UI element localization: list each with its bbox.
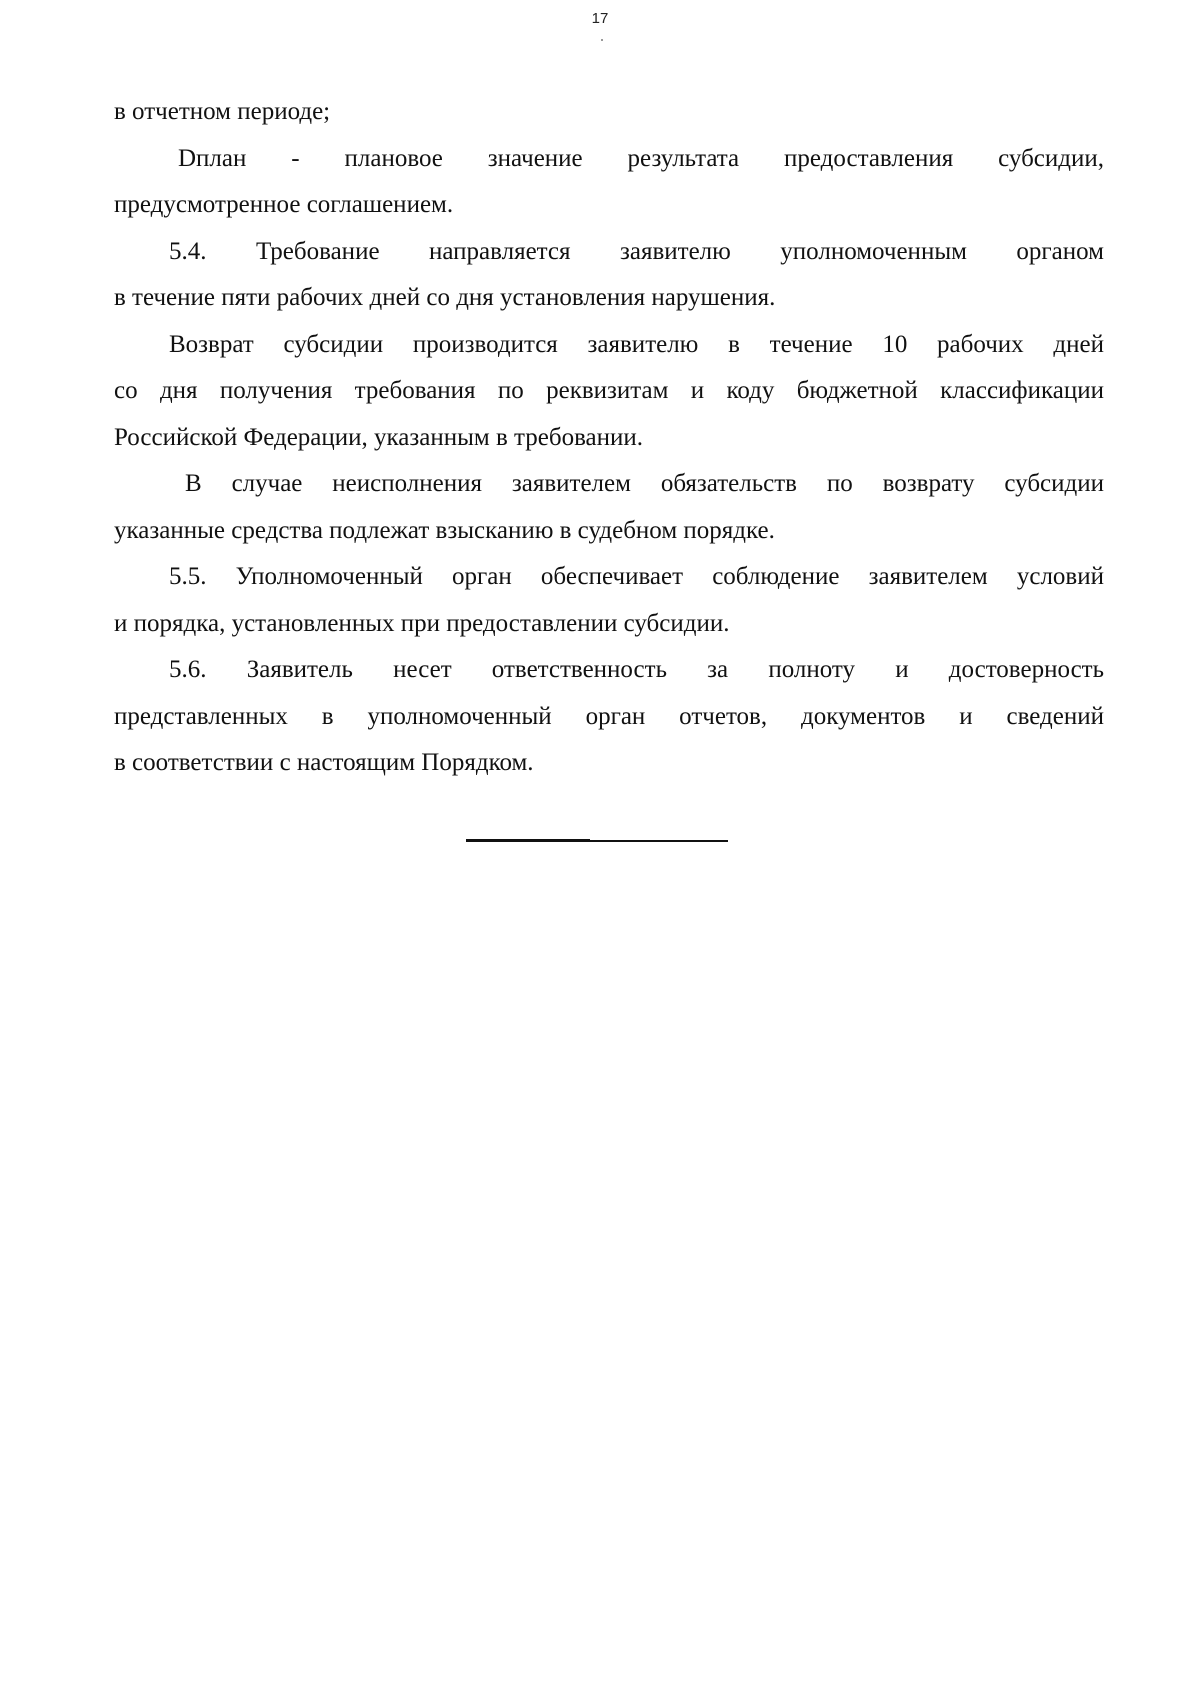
text-line: в соответствии с настоящим Порядком. <box>114 749 534 776</box>
text-line: Российской Федерации, указанным в требовании. <box>114 423 644 451</box>
text-line: 5.6. Заявитель несет ответственность за полноту и достоверность <box>169 656 1104 683</box>
scan-dot <box>601 39 603 41</box>
end-rule <box>466 840 728 842</box>
text-line: представленных в уполномоченный орган отчетов, документов и сведений <box>114 702 1104 730</box>
text-line: предусмотренное соглашением. <box>114 191 454 218</box>
text-line: Возврат субсидии производится заявителю в течение 10 рабочих дней <box>169 330 1104 358</box>
text-line: 5.4. Требование направляется заявителю уполномоченным органом <box>169 237 1104 265</box>
text-line: Dплан - плановое значение результата предоставления субсидии, <box>178 144 1104 172</box>
text-line: в течение пяти рабочих дней со дня установления нарушения. <box>114 284 776 311</box>
text-line: в отчетном периоде; <box>114 98 331 125</box>
text-line: со дня получения требования по реквизитам и коду бюджетной классификации <box>114 377 1104 404</box>
document-body <box>114 89 1104 787</box>
text-line: и порядка, установленных при предоставлении субсидии. <box>114 609 730 637</box>
text-line: 5.5. Уполномоченный орган обеспечивает соблюдение заявителем условий <box>169 563 1104 590</box>
text-line: В случае неисполнения заявителем обязательств по возврату субсидии <box>185 470 1104 497</box>
page-number: 17 <box>591 10 609 27</box>
text-line: указанные средства подлежат взысканию в судебном порядке. <box>114 516 775 544</box>
